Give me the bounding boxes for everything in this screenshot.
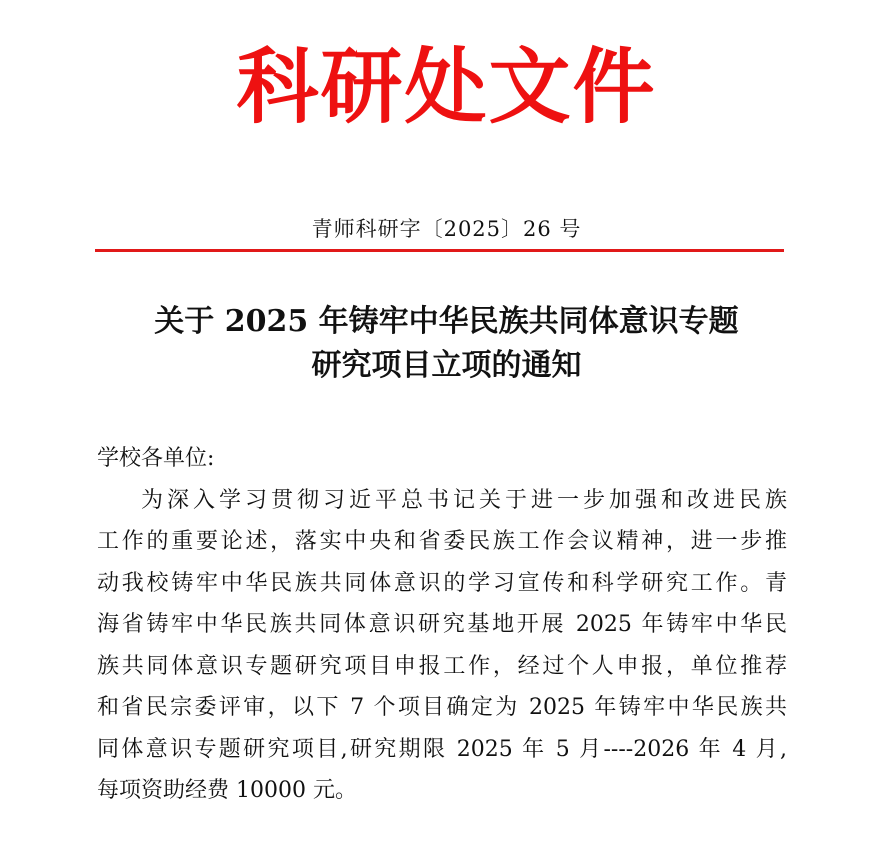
notice-title	[60, 300, 833, 388]
document-number: 青师科研字〔2025〕26 号	[311, 217, 582, 241]
paragraph-line: 动我校铸牢中华民族共同体意识的学习宣传和科学研究工作。青	[97, 570, 787, 596]
notice-body	[97, 438, 787, 812]
red-divider-rule	[95, 249, 784, 252]
notice-title-line-1: 关于 2025 年铸牢中华民族共同体意识专题	[154, 304, 739, 339]
paragraph-line: 海省铸牢中华民族共同体意识研究基地开展 2025 年铸牢中华民	[97, 612, 787, 637]
paragraph-line: 为深入学习贯彻习近平总书记关于进一步加强和改进民族	[141, 487, 787, 513]
salutation: 学校各单位:	[97, 446, 215, 471]
notice-title-line-2: 研究项目立项的通知	[311, 348, 582, 383]
body-paragraph	[97, 480, 787, 812]
paragraph-line: 每项资助经费 10000 元。	[97, 778, 357, 803]
masthead-title: 科研处文件	[236, 40, 657, 135]
paragraph-line: 同体意识专题研究项目,研究期限 2025 年 5 月----2026 年 4 月,	[97, 736, 787, 762]
paragraph-line: 族共同体意识专题研究项目申报工作，经过个人申报，单位推荐	[97, 653, 787, 679]
paragraph-line: 和省民宗委评审，以下 7 个项目确定为 2025 年铸牢中华民族共	[97, 695, 787, 720]
paragraph-line: 工作的重要论述，落实中央和省委民族工作会议精神，进一步推	[97, 529, 787, 554]
